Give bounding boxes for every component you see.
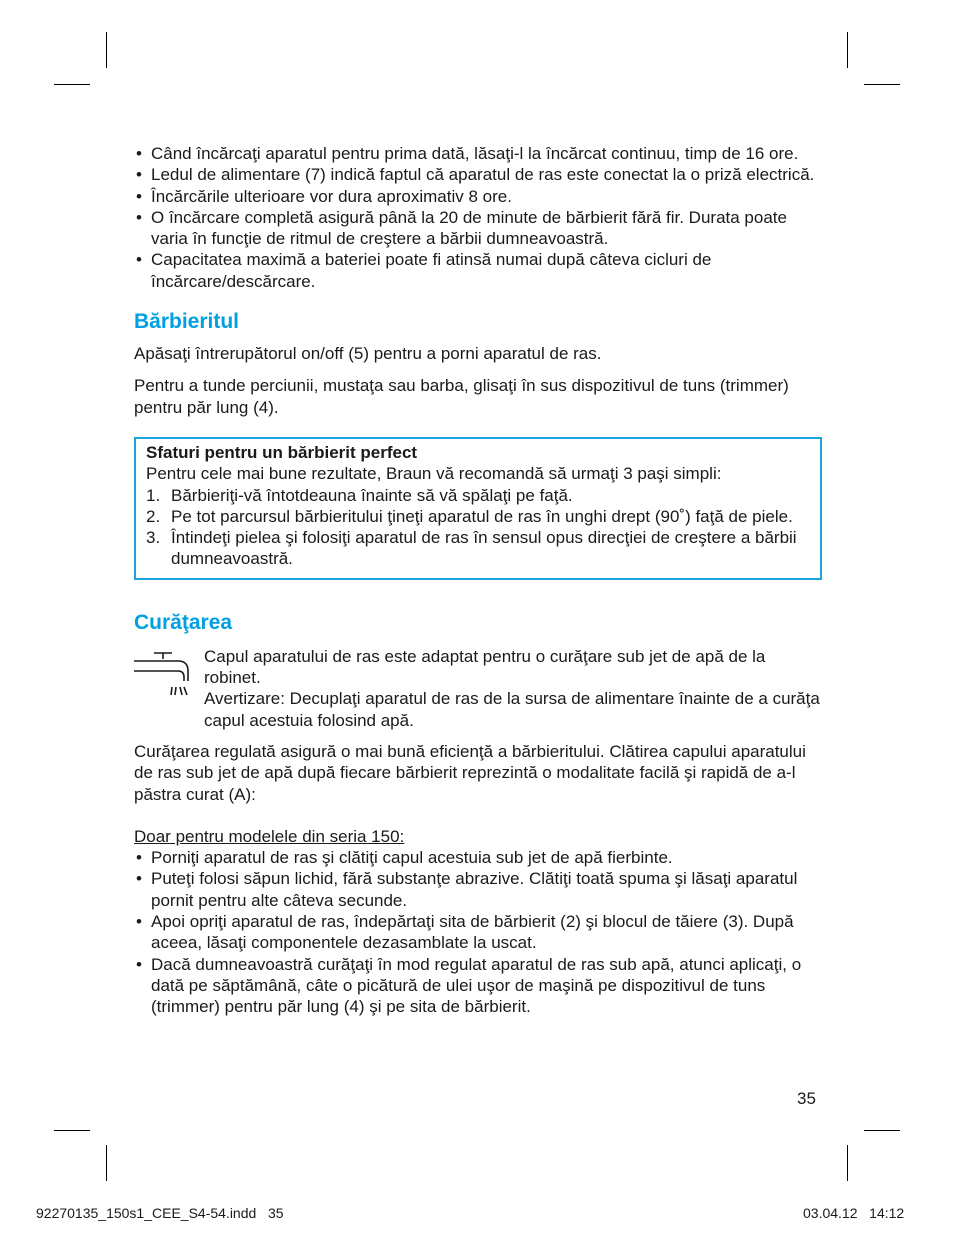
series-label: Doar pentru modelele din seria 150: bbox=[134, 826, 405, 846]
crop-mark bbox=[864, 84, 900, 85]
cleaning-list bbox=[134, 847, 822, 1017]
footer-file-info: 92270135_150s1_CEE_S4-54.indd 35 bbox=[36, 1205, 284, 1221]
trimmer-paragraph: Pentru a tunde perciunii, mustaţa sau barba, glisaţi în sus dispozitivul de tuns (trimmer) pentru păr lung (4). bbox=[134, 376, 789, 417]
warning-text: Avertizare: Decuplaţi aparatul de ras de la sursa de alimentare înainte de a curăţa capul acestuia folosind apă. bbox=[204, 689, 820, 730]
page-number: 35 bbox=[797, 1089, 816, 1108]
step-number: 2. bbox=[146, 506, 161, 526]
cleaning-heading: Curăţarea bbox=[134, 610, 233, 634]
crop-mark bbox=[54, 84, 90, 85]
step-number: 3. bbox=[146, 528, 161, 548]
shaving-paragraph: Apăsaţi întrerupătorul on/off (5) pentru a porni aparatul de ras. bbox=[134, 344, 602, 364]
step-text: Bărbieriţi-vă întotdeauna înainte să vă spălaţi pe faţă. bbox=[171, 485, 573, 505]
list-item: • Puteţi folosi săpun lichid, fără substanţe abrazive. Clătiţi toată spuma şi lăsaţi aparatul pornit pentru alte câteva secunde. bbox=[134, 868, 822, 911]
faucet-icon bbox=[134, 649, 190, 701]
list-item: • Încărcările ulterioare vor dura aproximativ 8 ore. bbox=[134, 186, 822, 207]
faucet-text: Capul aparatului de ras este adaptat pentru o curăţare sub jet de apă de la robinet. bbox=[204, 646, 766, 688]
list-item: • Când încărcaţi aparatul pentru prima dată, lăsaţi-l la încărcat continuu, timp de 16 ore. bbox=[134, 143, 822, 164]
step-text: Întindeţi pielea şi folosiţi aparatul de ras în sensul opus direcţiei de creştere a bărbii dumneavoastră. bbox=[171, 528, 797, 569]
list-item: • Apoi opriţi aparatul de ras, îndepărtaţi sita de bărbierit (2) şi blocul de tăiere (3). După aceea, lăsaţi componentele dezasamblate la uscat. bbox=[134, 911, 822, 954]
faucet-section bbox=[134, 646, 822, 731]
crop-mark bbox=[54, 1130, 90, 1131]
tips-intro: Pentru cele mai bune rezultate, Braun vă recomandă să urmaţi 3 paşi simpli: bbox=[146, 464, 722, 484]
list-item: • Capacitatea maximă a bateriei poate fi atinsă numai după câteva cicluri de încărcare/descărcare. bbox=[134, 249, 822, 292]
step-number: 1. bbox=[146, 485, 161, 505]
crop-mark bbox=[847, 1145, 848, 1181]
crop-mark bbox=[106, 1145, 107, 1181]
crop-mark bbox=[864, 1130, 900, 1131]
list-item bbox=[146, 485, 810, 506]
page-content bbox=[134, 143, 822, 1018]
footer-date: 03.04.12 14:12 bbox=[803, 1205, 905, 1221]
step-text: Pe tot parcursul bărbieritului ţineţi aparatul de ras în unghi drept (90˚) faţă de piele. bbox=[171, 506, 793, 526]
list-item: • Ledul de alimentare (7) indică faptul că aparatul de ras este conectat la o priză electrică. bbox=[134, 164, 822, 185]
tips-box bbox=[134, 437, 822, 580]
cleaning-paragraph: Curăţarea regulată asigură o mai bună eficienţă a bărbieritului. Clătirea capului aparatului de ras sub jet de apă după fiecare bărbierit reprezintă o modalitate facilă şi rapidă de a-l păstra curat (A): bbox=[134, 741, 806, 804]
list-item: • O încărcare completă asigură până la 20 de minute de bărbierit fără fir. Durata poate varia în funcţie de ritmul de creştere a bărbii dumneavoastră. bbox=[134, 207, 822, 250]
list-item bbox=[146, 506, 810, 527]
list-item: • Dacă dumneavoastră curăţaţi în mod regulat aparatul de ras sub apă, atunci aplicaţi, o dată pe săptămână, câte o picătură de ulei uşor de maşină pe dispozitivul de tuns (trimmer) pentru păr lung (4) şi pe sita de bărbierit. bbox=[134, 954, 822, 1018]
charging-list bbox=[134, 143, 822, 292]
crop-mark bbox=[106, 32, 107, 68]
shaving-heading: Bărbieritul bbox=[134, 310, 240, 334]
tips-steps bbox=[146, 485, 810, 570]
crop-mark bbox=[847, 32, 848, 68]
tips-title: Sfaturi pentru un bărbierit perfect bbox=[146, 442, 418, 462]
list-item bbox=[146, 527, 810, 570]
list-item: • Porniţi aparatul de ras şi clătiţi capul acestuia sub jet de apă fierbinte. bbox=[134, 847, 822, 868]
